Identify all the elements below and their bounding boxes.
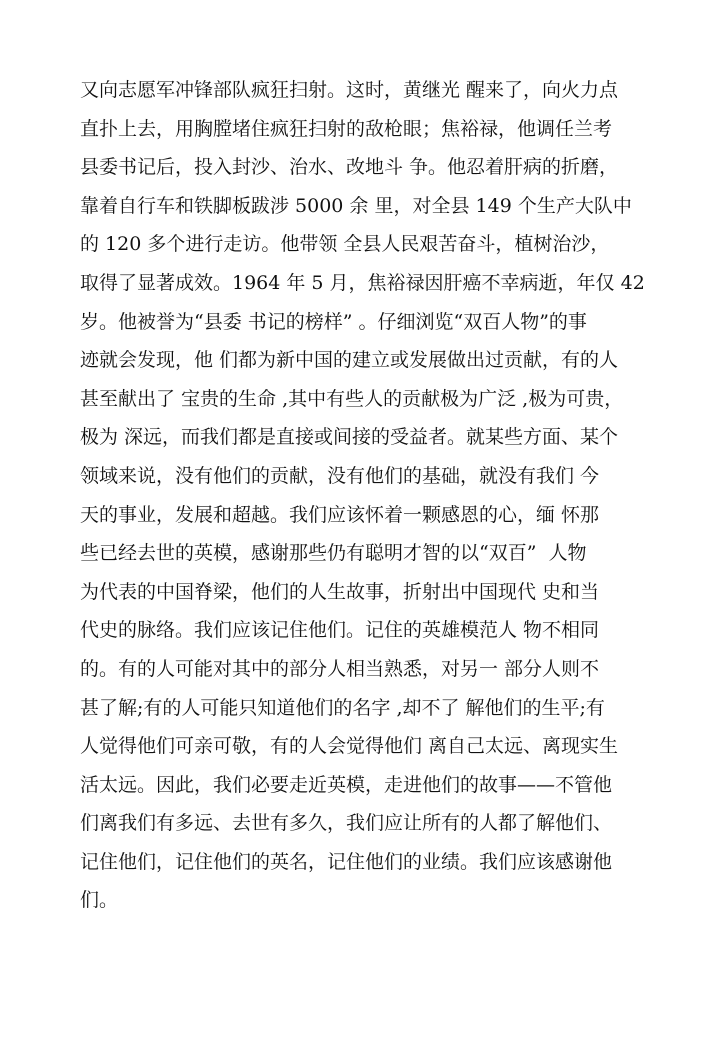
text-line: 的。有的人可能对其中的部分人相当熟悉，对另一 部分人则不 bbox=[80, 657, 600, 680]
text-line: 又向志愿军冲锋部队疯狂扫射。这时，黄继光 醒来了，向火力点 bbox=[80, 79, 619, 101]
text-line: 些已经去世的英模，感谢那些仍有聪明才智的以“双百” 人物 bbox=[80, 542, 587, 565]
text-line: 直扑上去，用胸膛堵住疯狂扫射的敌枪眼；焦裕禄，他调任兰考 bbox=[80, 117, 613, 140]
text-line: 代史的脉络。我们应该记住他们。记住的英雄模范人 物不相同 bbox=[80, 619, 600, 642]
text-line: 们。 bbox=[80, 889, 119, 912]
text-line: 靠着自行车和铁脚板跋涉 5000 余 里，对全县 149 个生产大队中 bbox=[80, 194, 632, 217]
text-line: 领域来说，没有他们的贡献，没有他们的基础，就没有我们 今 bbox=[80, 464, 600, 487]
text-line: 县委书记后，投入封沙、治水、改地斗 争。他忍着肝病的折磨， bbox=[80, 156, 619, 179]
text-line: 取得了显著成效。1964 年 5 月，焦裕禄因肝癌不幸病逝，年仅 42 bbox=[80, 271, 645, 294]
text-line: 活太远。因此，我们必要走近英模，走进他们的故事——不管他 bbox=[80, 773, 613, 796]
text-line: 为代表的中国脊梁，他们的人生故事，折射出中国现代 史和当 bbox=[80, 580, 600, 603]
text-line: 甚至献出了 宝贵的生命 ,其中有些人的贡献极为广泛 ,极为可贵， bbox=[80, 387, 624, 410]
text-line: 们离我们有多远、去世有多久，我们应让所有的人都了解他们、 bbox=[80, 812, 613, 835]
text-line: 的 120 多个进行走访。他带领 全县人民艰苦奋斗，植树治沙， bbox=[80, 233, 610, 256]
text-line: 人觉得他们可亲可敬，有的人会觉得他们 离自己太远、离现实生 bbox=[80, 735, 619, 758]
text-line: 甚了解;有的人可能只知道他们的名字 ,却不了 解他们的生平;有 bbox=[80, 696, 605, 719]
text-line: 极为 深远，而我们都是直接或间接的受益者。就某些方面、某个 bbox=[80, 426, 619, 449]
text-line: 天的事业，发展和超越。我们应该怀着一颗感恩的心，缅 怀那 bbox=[80, 503, 600, 526]
body-paragraph bbox=[80, 71, 660, 920]
text-line: 记住他们，记住他们的英名，记住他们的业绩。我们应该感谢他 bbox=[80, 850, 613, 873]
text-line: 迹就会发现，他 们都为新中国的建立或发展做出过贡献，有的人 bbox=[80, 349, 619, 372]
text-line: 岁。他被誉为“县委 书记的榜样” 。仔细浏览“双百人物”的事 bbox=[80, 310, 587, 333]
